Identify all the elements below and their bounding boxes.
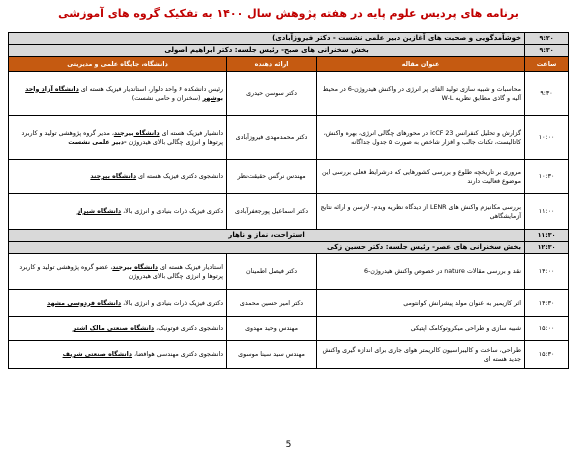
university-name: دانشگاه بیرجند xyxy=(112,263,158,271)
break-text: استراحت، نماز و ناهار xyxy=(9,230,525,242)
university-text: دانشجوی دکتری فوتونیک، xyxy=(154,325,224,332)
time-cell: ۱۲:۳۰ xyxy=(525,242,569,254)
university-name: دانشگاه بیرجند xyxy=(113,129,160,137)
university-text: دانشجوی دکتری مهندسی هوافضا، xyxy=(132,351,224,358)
header-presenter: ارائه دهنده xyxy=(227,57,317,72)
university-text: دانشجوی دکتری فیزیک هسته ای xyxy=(136,173,224,180)
header-time: ساعت xyxy=(525,57,569,72)
university-note: (سخنران و حامی نشست) xyxy=(131,94,203,102)
university-name: دانشگاه صنعتی شریف xyxy=(62,351,132,358)
afternoon-session-text: بخش سخنرانی های عصر- رئیس جلسه: دکتر حسین زکی xyxy=(9,242,525,254)
topic-cell: طراحی، ساخت و کالیبراسیون کالریمتر هوای جاری برای اندازه گیری واکنش جدید هسته ای xyxy=(317,341,525,369)
table-row xyxy=(9,341,569,369)
schedule-row-opening xyxy=(9,33,569,45)
page-title: برنامه های پردیس علوم پایه در هفته پژوهش سال ۱۴۰۰ به تفکیک گروه های آموزشی xyxy=(58,7,519,20)
university-cell xyxy=(9,194,227,230)
university-text: استادیار فیزیک هسته ای xyxy=(157,263,224,271)
university-cell xyxy=(9,317,227,341)
table-row xyxy=(9,72,569,116)
time-cell: ۱۰:۳۰ xyxy=(525,160,569,194)
university-name: دانشگاه صنعتی مالک اشتر xyxy=(72,325,155,332)
presenter-cell: دکتر فیصل اطمینان xyxy=(227,254,317,290)
presenter-cell: مهندس وحید مهدوی xyxy=(227,317,317,341)
schedule-row-morning-session xyxy=(9,45,569,57)
time-cell: ۱۰:۰۰ xyxy=(525,116,569,160)
university-role: -دبیر علمی نشست xyxy=(68,138,127,146)
topic-cell: نقد و بررسی مقالات nature در خصوص واکنش هیدروژن-6 xyxy=(317,254,525,290)
morning-session-text: بخش سخنرانی های صبح- رئیس جلسه: دکتر ابراهیم اصولی xyxy=(9,45,525,57)
table-row xyxy=(9,317,569,341)
presenter-cell: دکتر محمدمهدی فیروزآبادی xyxy=(227,116,317,160)
table-row xyxy=(9,194,569,230)
table-row xyxy=(9,160,569,194)
schedule-row-afternoon-session xyxy=(9,242,569,254)
time-cell: ۹:۳۰ xyxy=(525,72,569,116)
table-row xyxy=(9,290,569,317)
presenter-cell: دکتر اسماعیل پورجعفرآبادی xyxy=(227,194,317,230)
university-text: دانشیار فیزیک هسته ای xyxy=(159,129,224,137)
university-name: دانشگاه آزاد واحد بوشهر xyxy=(25,85,224,102)
table-row xyxy=(9,116,569,160)
presenter-cell: مهندس نرگس حقیقت‌نظر xyxy=(227,160,317,194)
university-name: دانشگاه بیرجند xyxy=(90,173,137,180)
topic-cell: محاسبات و شبیه سازی تولید الفای پر انرژی در واکنش هیدروژن-6 در محیط آلیه و گاذی مطابق نظریه W-L xyxy=(317,72,525,116)
schedule-table xyxy=(8,32,569,369)
university-cell xyxy=(9,254,227,290)
header-university: دانشگاه، جایگاه علمی و مدیریتی xyxy=(9,57,227,72)
header-topic: عنوان مقاله xyxy=(317,57,525,72)
university-name: دانشگاه فردوسی مشهد xyxy=(46,299,122,307)
university-cell xyxy=(9,341,227,369)
time-cell: ۱۵:۳۰ xyxy=(525,341,569,369)
university-cell xyxy=(9,290,227,317)
university-text: رئیس دانشکده ۶ واحد دلوار، استاندیار فیزیک هسته ای xyxy=(78,85,224,93)
time-cell: ۱۵:۰۰ xyxy=(525,317,569,341)
time-cell: ۱۴:۰۰ xyxy=(525,254,569,290)
page-number: 5 xyxy=(285,440,292,450)
university-text: دکتری فیزیک ذرات بنیادی و انرژی بالا، xyxy=(121,299,224,307)
topic-cell: مروری بر تاریخچه طلوع و بررسی کشورهایی که درشرایط فعلی بررسی این موضوع فعالیت دارند xyxy=(317,160,525,194)
table-header-row xyxy=(9,57,569,72)
table-row xyxy=(9,254,569,290)
topic-cell: شبیه سازی و طراحی میکروتوکامک اپتیکی xyxy=(317,317,525,341)
presenter-cell: مهندس سید سینا موسوی xyxy=(227,341,317,369)
university-cell xyxy=(9,116,227,160)
time-cell: ۹:۳۰ xyxy=(525,45,569,57)
topic-cell: گزارش و تحلیل کنفرانس icCF 23 در محورهای چگالی انرژی، بهره واکنش، کاتالیست، تکنات جالب و افزار شاخص به صورت ۵ جدول جداگانه xyxy=(317,116,525,160)
schedule-row-break xyxy=(9,230,569,242)
presenter-cell: دکتر امیر حسین محمدی xyxy=(227,290,317,317)
university-note: ، مدیر گروه پژوهشی تولید و کاربرد پرتوها و انرژی چگالی بالای هیدروژن xyxy=(21,129,224,146)
topic-cell: بررسی مکانیزم واکنش های LENR از دیدگاه نظریه ویدم- لارسن و ارائه نتایج آزمایشگاهی xyxy=(317,194,525,230)
time-cell: ۱۱:۰۰ xyxy=(525,194,569,230)
time-cell: ۱۴:۳۰ xyxy=(525,290,569,317)
university-cell xyxy=(9,72,227,116)
university-name: دانشگاه شیراز xyxy=(76,208,122,215)
opening-text: خوشآمدگویی و صحبت های آغازین دبیر علمی نشست - دکتر فیروزآبادی) xyxy=(9,33,525,45)
university-cell xyxy=(9,160,227,194)
university-note: ، عضو گروه پژوهشی تولید و کاربرد پرتوها و انرژی چگالی بالای هیدروژن xyxy=(19,263,224,280)
topic-cell: اثر کازیمیر به عنوان مولد پیشرانش کوانتومی xyxy=(317,290,525,317)
university-text: دکتری فیزیک ذرات بنیادی و انرژی بالا، xyxy=(121,208,224,215)
time-cell: ۹:۲۰ xyxy=(525,33,569,45)
time-cell: ۱۱:۳۰ xyxy=(525,230,569,242)
presenter-cell: دکتر سوسن حیدری xyxy=(227,72,317,116)
